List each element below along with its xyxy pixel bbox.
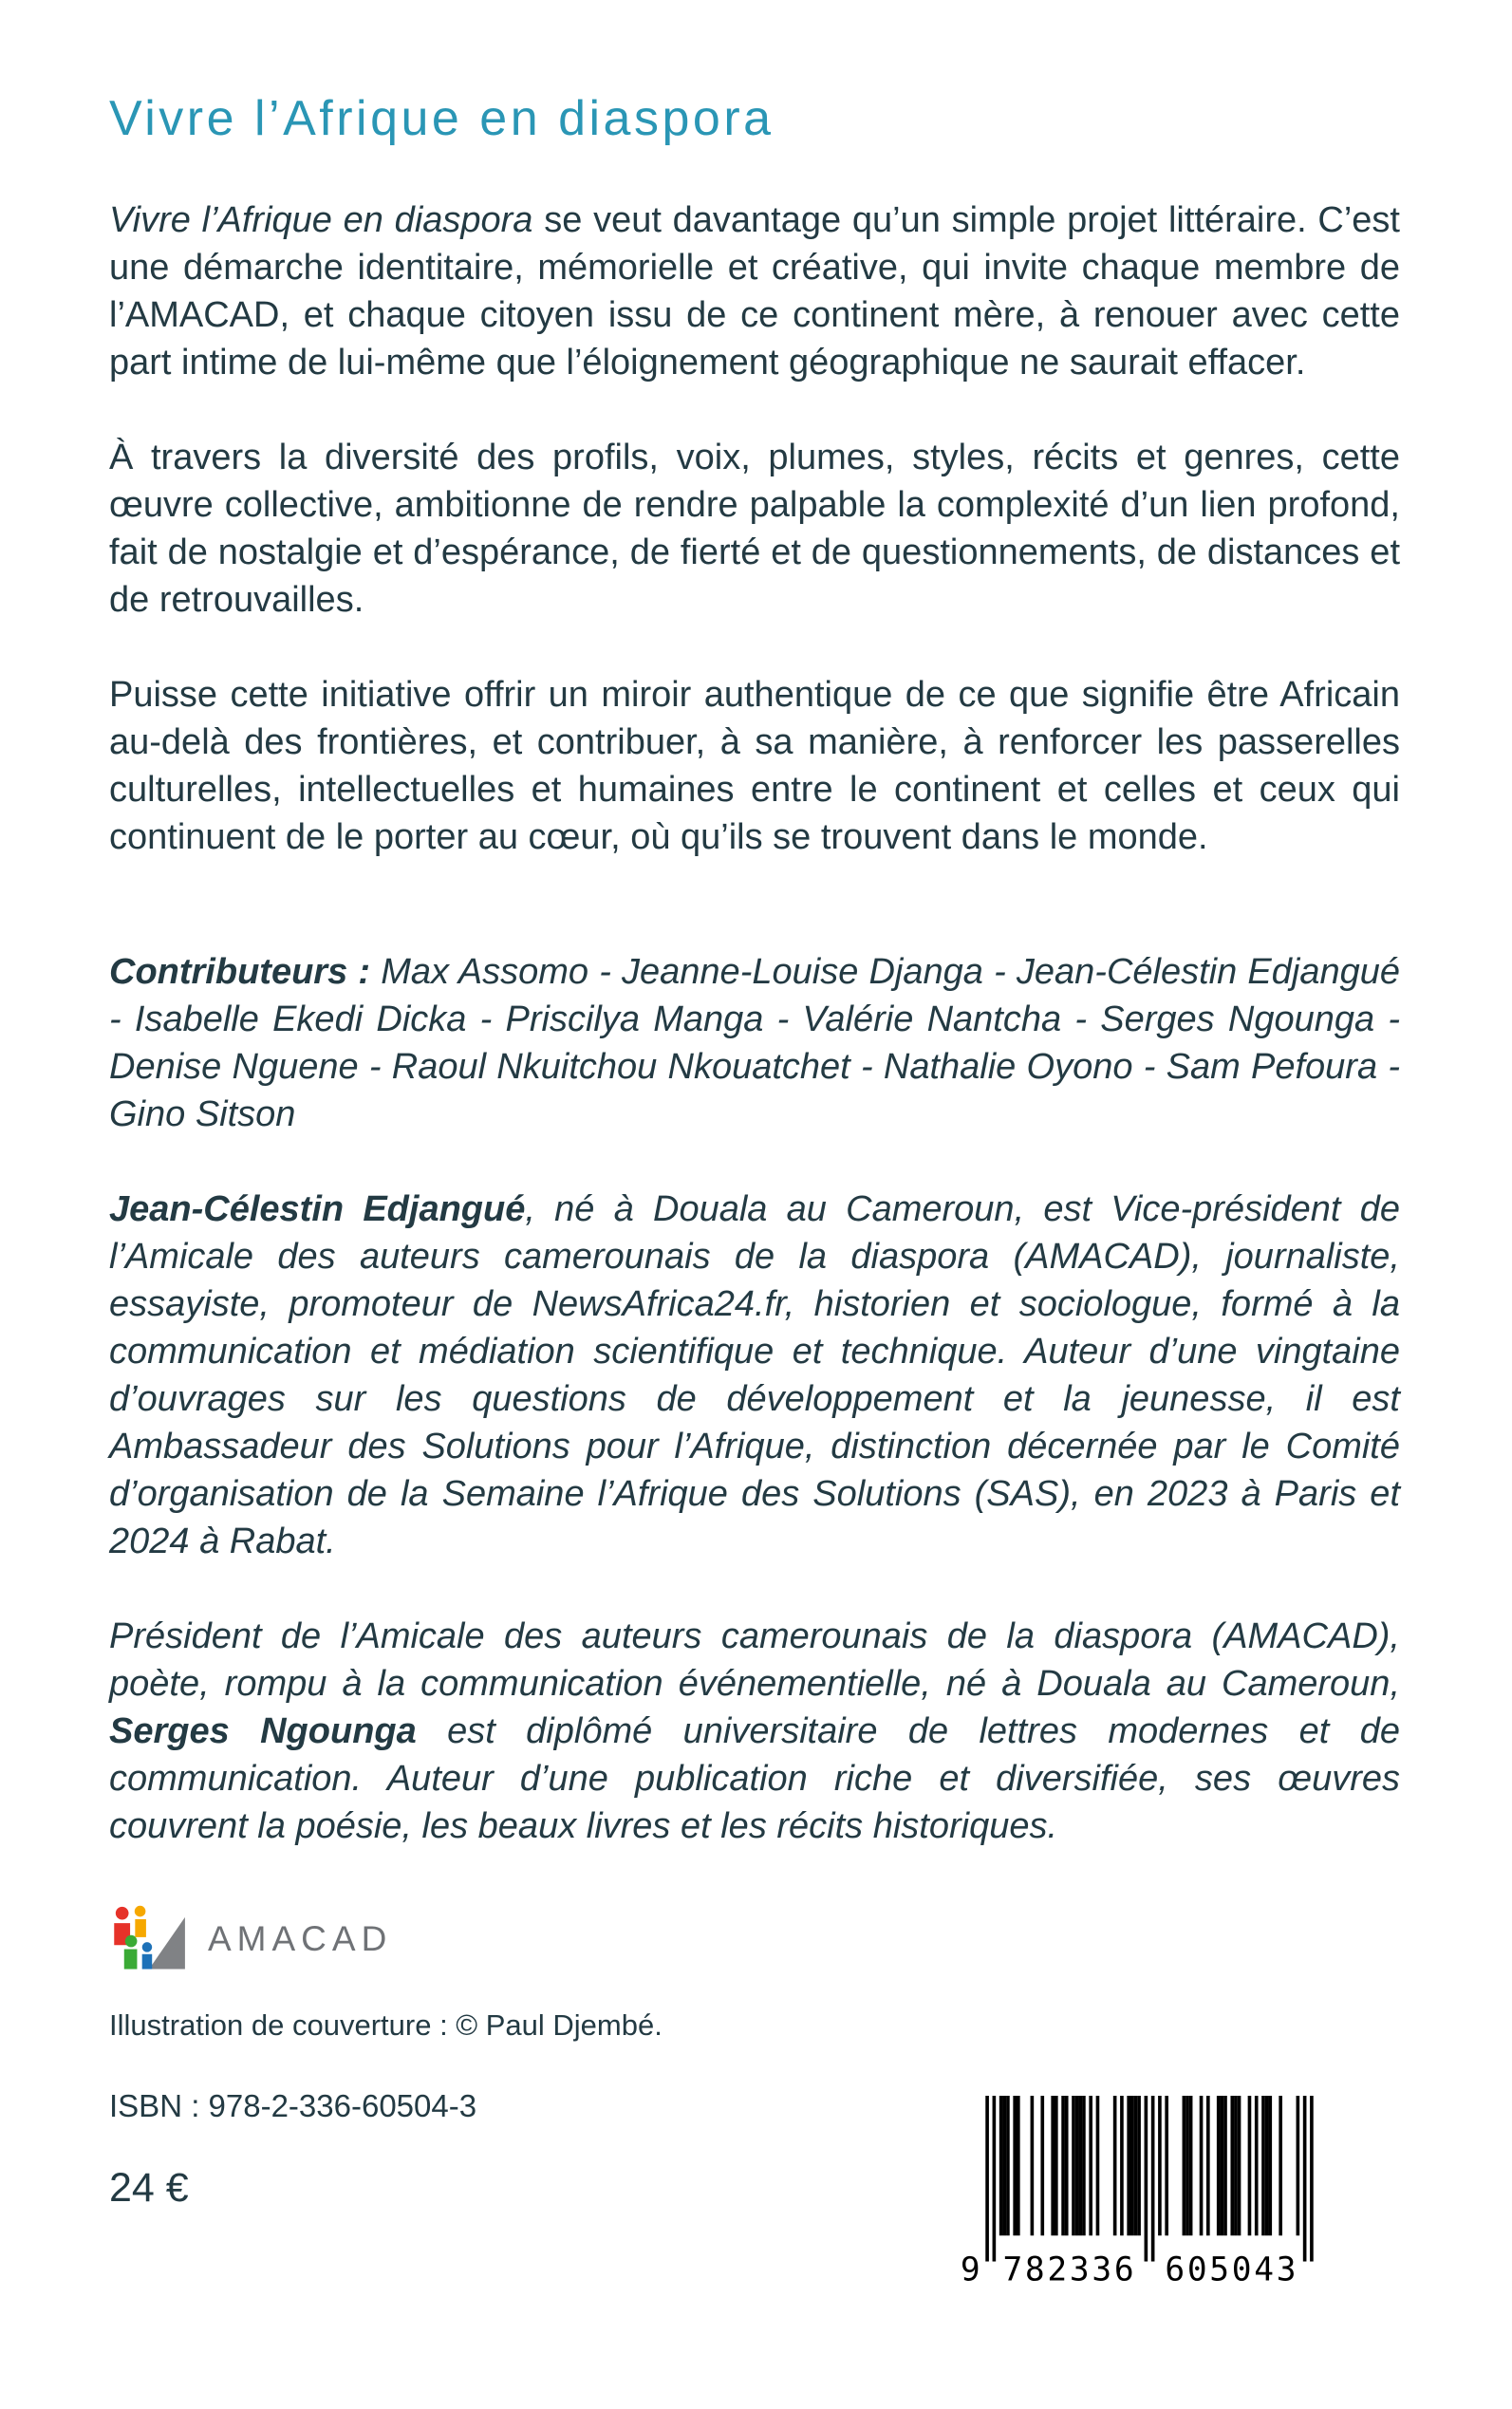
book-title-inline: Vivre l’Afrique en diaspora — [109, 200, 533, 240]
synopsis-paragraph-3: Puisse cette initiative offrir un miroir authentique de ce que signifie être Africain au-delà des frontières, et contribuer, à sa manière, à renforcer les passerelles culturelles, intellectuelles et humaines entre le continent et celles et ceux qui continuent de le porter au cœur, où qu’ils se trouvent dans le monde. — [109, 675, 1400, 857]
cover-illustration-credit: Illustration de couverture : © Paul Djembé. — [109, 2008, 663, 2042]
amacad-logo-icon — [109, 1905, 187, 1973]
author-name-edjangue: Jean-Célestin Edjangué — [109, 1189, 526, 1229]
publisher-logo — [109, 1905, 1400, 1973]
author-bio-edjangue-text: , né à Douala au Cameroun, est Vice-président de l’Amicale des auteurs camerounais de la diaspora (AMACAD), journaliste, essayiste, promoteur de NewsAfrica24.fr, historien et sociologue, formé à la communication et médiation scientifique et technique. Auteur d’une vingtaine d’ouvrages sur les questions de développement et la jeunesse, il est Ambassadeur des Solutions pour l’Afrique, distinction décernée par le Comité d’organisation de la Semaine l’Afrique des Solutions (SAS), en 2023 à Paris et 2024 à Rabat. — [109, 1189, 1400, 1561]
svg-text:782336: 782336 — [1002, 2250, 1134, 2288]
price-text: 24 € — [109, 2165, 189, 2211]
author-bio-edjangue — [109, 1186, 1400, 1565]
contributors-names: Max Assomo - Jeanne-Louise Djanga - Jean-Célestin Edjangué - Isabelle Ekedi Dicka - Priscilya Manga - Valérie Nantcha - Serges Ngounga - Denise Nguene - Raoul Nkuitchou Nkouatchet - Nathalie Oyono - Sam Pefoura - Gino Sitson — [109, 952, 1401, 1134]
contributors-paragraph — [109, 948, 1400, 1138]
isbn-text: ISBN : 978-2-336-60504-3 — [109, 2088, 477, 2123]
author-name-ngounga: Serges Ngounga — [109, 1711, 417, 1751]
synopsis-paragraph-2: À travers la diversité des profils, voix, plumes, styles, récits et genres, cette œuvre collective, ambitionne de rendre palpable la complexité d’un lien profond, fait de nostalgie et d’espérance, de fierté et de questionnements, de distances et de retrouvailles. — [109, 438, 1400, 620]
barcode-bars — [960, 2096, 1339, 2288]
publisher-name: AMACAD — [208, 1919, 393, 1958]
author-bio-ngounga-after: est diplômé universitaire de lettres modernes et de communication. Auteur d’une publication riche et diversifiée, ses œuvres couvrent la poésie, les beaux livres et les récits historiques. — [109, 1711, 1400, 1846]
synopsis-paragraph-1 — [109, 196, 1400, 386]
contributors-label: Contributeurs : — [109, 952, 382, 992]
svg-text:605043: 605043 — [1165, 2250, 1297, 2288]
author-bio-ngounga — [109, 1613, 1400, 1850]
barcode — [960, 2096, 1339, 2288]
author-bio-ngounga-before: Président de l’Amicale des auteurs camerounais de la diaspora (AMACAD), poète, rompu à la communication événementielle, né à Douala au Cameroun, — [109, 1616, 1400, 1704]
svg-text:9: 9 — [960, 2250, 980, 2288]
synopsis-paragraph-1-text: se veut davantage qu’un simple projet littéraire. C’est une démarche identitaire, mémorielle et créative, qui invite chaque membre de l’AMACAD, et chaque citoyen issu de ce continent mère, à renouer avec cette part intime de lui-même que l’éloignement géographique ne saurait effacer. — [109, 200, 1400, 383]
page-title: Vivre l’Afrique en diaspora — [109, 91, 775, 146]
